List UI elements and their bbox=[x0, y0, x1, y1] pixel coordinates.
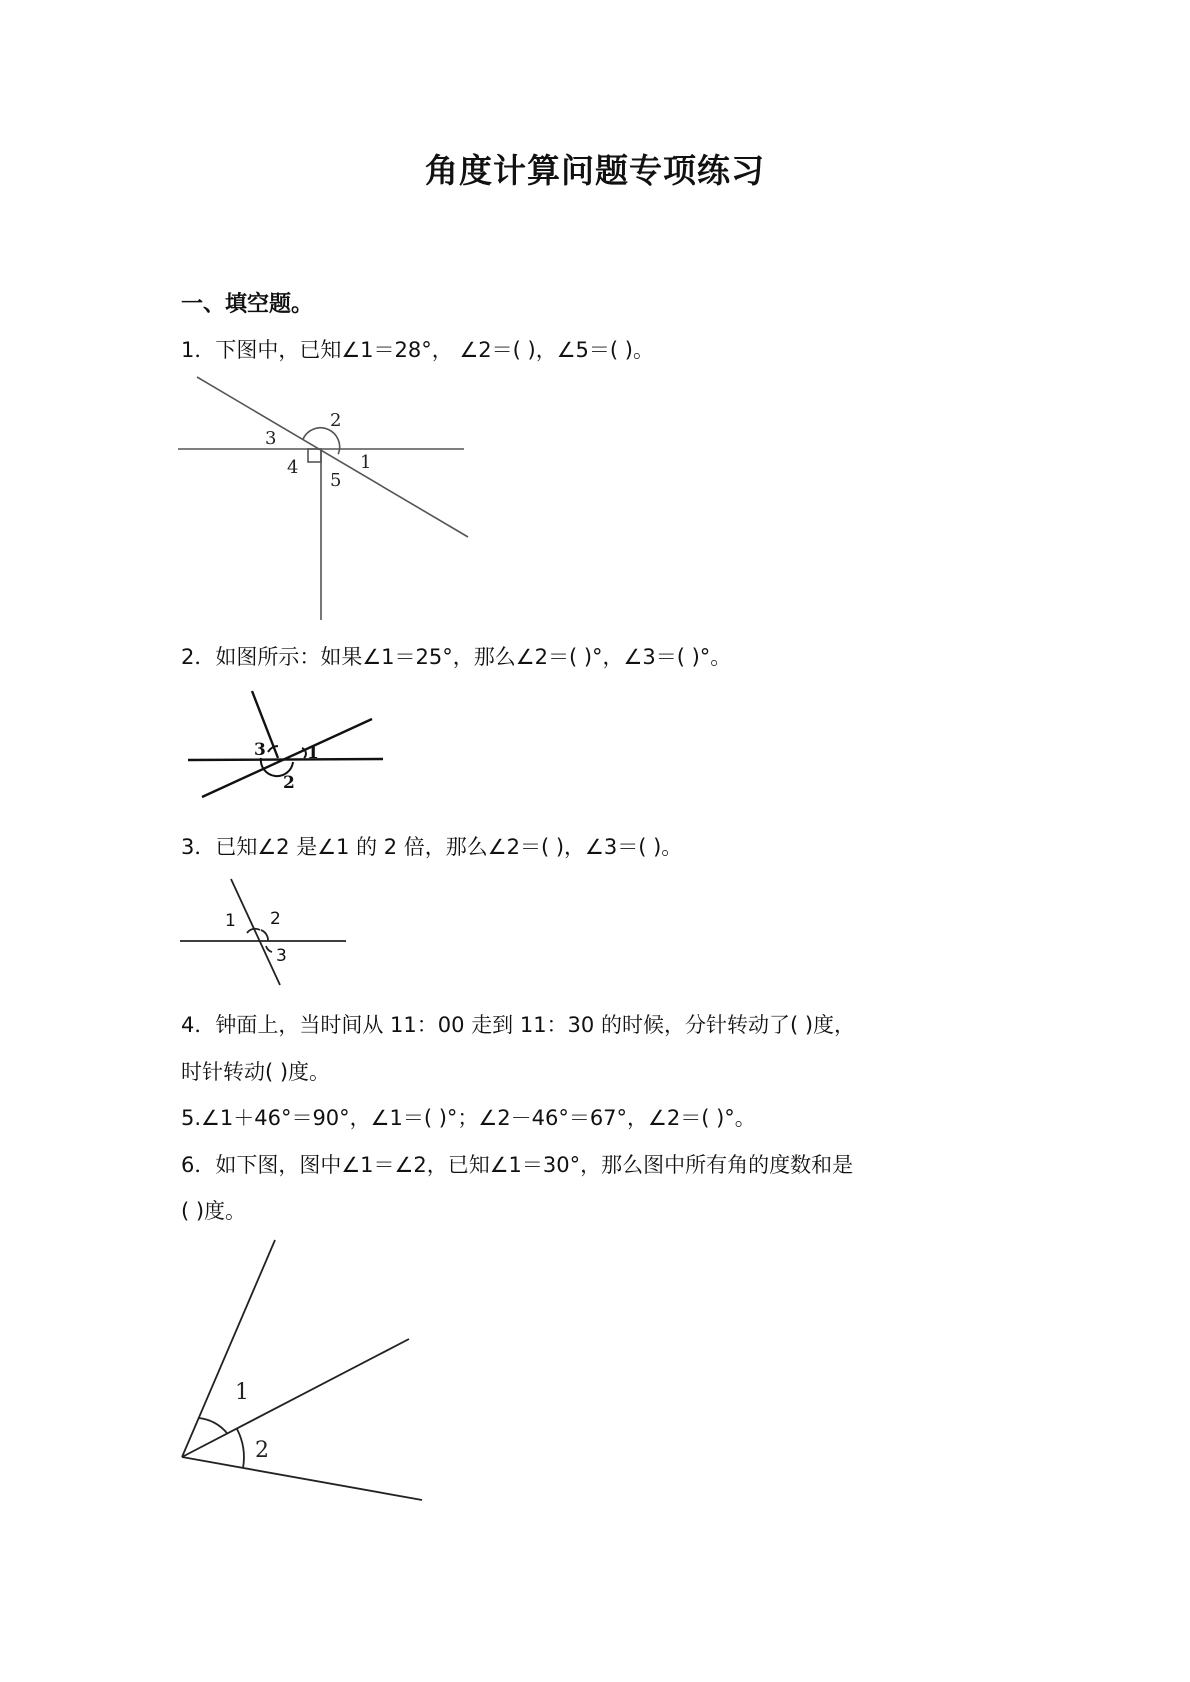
q2-label-angle-1: 1 bbox=[307, 743, 319, 763]
question-3-figure bbox=[172, 872, 362, 992]
question-3-text: 3．已知∠2 是∠1 的 2 倍，那么∠2＝( )，∠3＝( )。 bbox=[181, 835, 683, 859]
q1-label-angle-5: 5 bbox=[330, 470, 342, 491]
question-5-text: 5.∠1＋46°＝90°，∠1＝( )°；∠2－46°＝67°，∠2＝( )°。 bbox=[181, 1106, 756, 1130]
q6-label-angle-2: 2 bbox=[255, 1438, 269, 1463]
question-4-line-1: 4．钟面上，当时间从 11：00 走到 11：30 的时候，分针转动了( )度， bbox=[181, 1013, 856, 1037]
page-title: 角度计算问题专项练习 bbox=[425, 151, 765, 190]
q2-label-angle-2: 2 bbox=[283, 773, 295, 793]
question-1-text: 1．下图中，已知∠1＝28°， ∠2＝( )，∠5＝( )。 bbox=[181, 338, 654, 362]
question-6-figure bbox=[175, 1232, 435, 1512]
question-2-text: 2．如图所示：如果∠1＝25°，那么∠2＝( )°，∠3＝( )°。 bbox=[181, 645, 732, 669]
q3-label-angle-2: 2 bbox=[270, 909, 281, 929]
q1-label-angle-3: 3 bbox=[265, 428, 277, 449]
question-1-figure bbox=[170, 372, 470, 622]
q1-label-angle-2: 2 bbox=[330, 410, 342, 431]
question-2-figure bbox=[180, 688, 390, 808]
question-4-line-2: 时针转动( )度。 bbox=[181, 1060, 331, 1084]
q1-label-angle-1: 1 bbox=[360, 452, 372, 473]
q1-label-angle-4: 4 bbox=[287, 457, 299, 478]
question-6-line-1: 6．如下图，图中∠1＝∠2，已知∠1＝30°，那么图中所有角的度数和是 bbox=[181, 1153, 854, 1177]
question-6-line-2: ( )度。 bbox=[181, 1199, 247, 1223]
section-heading: 一、填空题。 bbox=[181, 292, 314, 317]
q2-label-angle-3: 3 bbox=[254, 740, 266, 760]
q3-label-angle-3: 3 bbox=[276, 946, 287, 966]
q6-label-angle-1: 1 bbox=[235, 1380, 249, 1405]
q3-label-angle-1: 1 bbox=[225, 911, 236, 931]
